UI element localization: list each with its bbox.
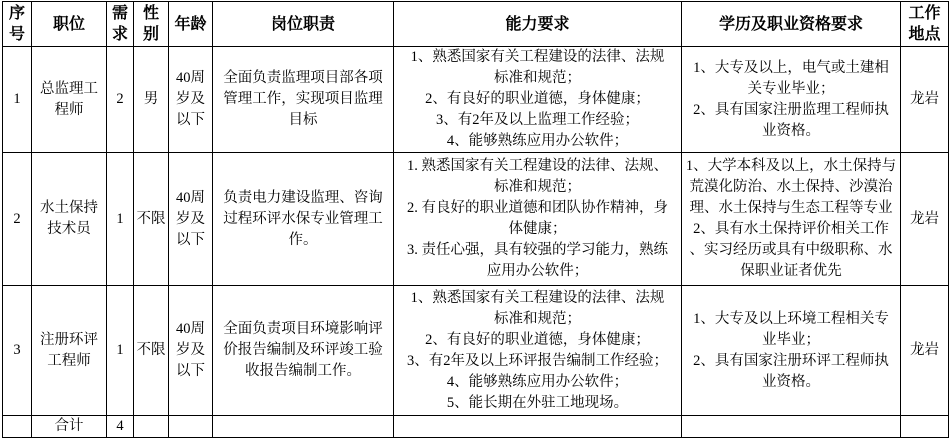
header-line: 地点 (908, 26, 941, 43)
duties-line: 全面负责监理项目部各项 (223, 70, 383, 86)
cell-position (32, 286, 107, 416)
age-line: 以下 (176, 231, 205, 248)
abilities-line: 3、有2年及以上环评报告编制工作经验； (407, 352, 668, 369)
cell-demand: 1 (107, 286, 134, 416)
cell-position (32, 47, 107, 153)
empty-cell (394, 416, 682, 438)
abilities-line: 5、能长期在外驻工地现场。 (446, 394, 629, 411)
qualifications-line: 业资格。 (762, 122, 820, 139)
qualifications-line: 关专业毕业； (747, 80, 835, 97)
position-line: 工程师 (47, 352, 91, 369)
qualifications-line: 保职业证者优先 (740, 263, 842, 279)
cell-abilities (394, 47, 682, 153)
header-qualifications (682, 2, 901, 47)
qualifications-line: 2、具有水土保持评价相关工作 (693, 221, 889, 237)
cell-duties (213, 286, 394, 416)
abilities-line: 4、能够熟练应用办公软件； (446, 373, 629, 390)
header-line: 别 (142, 26, 159, 43)
cell-qualifications (682, 47, 901, 153)
header-line: 能力要求 (505, 15, 570, 33)
duties-line: 目标 (288, 112, 318, 128)
qualifications-line: 1、大学本科及以上，水土保持与 (685, 158, 897, 174)
header-line: 工作 (908, 5, 941, 22)
cell-abilities (394, 153, 682, 286)
header-abilities (394, 2, 682, 47)
age-line: 40周 (176, 321, 205, 337)
cell-index: 2 (3, 153, 32, 286)
cell-location: 龙岩 (901, 47, 949, 153)
abilities-line: 2、有良好的职业道德，身体健康； (425, 91, 650, 107)
total-row (3, 416, 949, 438)
age-line: 岁及 (176, 91, 205, 107)
header-duties (213, 2, 394, 47)
cell-age (169, 47, 213, 153)
duties-line: 收报告编制工作。 (245, 363, 361, 379)
position-line: 注册环评 (40, 331, 98, 348)
header-index (3, 2, 32, 47)
empty-cell (3, 416, 32, 438)
empty-cell (169, 416, 213, 438)
header-line: 学历及职业资格要求 (718, 15, 863, 33)
empty-cell (682, 416, 901, 438)
abilities-line: 标准和规范； (494, 179, 581, 195)
qualifications-line: 2、具有国家注册监理工程师执 (693, 101, 889, 118)
position-line: 技术员 (47, 221, 91, 237)
abilities-line: 标准和规范； (494, 310, 581, 327)
cell-location: 龙岩 (901, 153, 949, 286)
header-gender (134, 2, 169, 47)
age-line: 岁及 (176, 342, 205, 358)
empty-cell (213, 416, 394, 438)
qualifications-line: 业资格。 (762, 373, 820, 390)
cell-position (32, 153, 107, 286)
age-line: 以下 (176, 363, 205, 379)
abilities-line: 2、有良好的职业道德，身体健康； (425, 331, 650, 348)
cell-age (169, 153, 213, 286)
empty-cell (134, 416, 169, 438)
abilities-line: 1、熟悉国家有关工程建设的法律、法规 (410, 49, 665, 65)
cell-qualifications (682, 153, 901, 286)
header-line: 序 (8, 5, 25, 22)
total-demand: 4 (107, 416, 134, 438)
table-row (3, 153, 949, 286)
header-location (901, 2, 949, 47)
header-line: 岗位职责 (270, 15, 335, 33)
header-line: 性 (142, 5, 159, 22)
cell-index: 1 (3, 47, 32, 153)
cell-duties (213, 153, 394, 286)
age-line: 岁及 (176, 210, 205, 227)
duties-line: 全面负责项目环境影响评 (223, 321, 383, 337)
duties-line: 过程环评水保专业管理工 (223, 210, 383, 227)
qualifications-line: 理、水土保持与生态工程等专业 (689, 200, 893, 216)
header-demand (107, 2, 134, 47)
duties-line: 作。 (288, 231, 318, 248)
cell-qualifications (682, 286, 901, 416)
abilities-line: 3. 责任心强，具有较强的学习能力，熟练 (407, 242, 668, 258)
position-line: 总监理工 (40, 80, 98, 97)
duties-line: 负责电力建设监理、咨询 (223, 189, 383, 206)
qualifications-line: 荒漠化防治、水土保持、沙漠治 (689, 179, 893, 195)
abilities-line: 体健康； (508, 221, 567, 237)
abilities-line: 2. 有良好的职业道德和团队协作精神，身 (407, 200, 668, 216)
qualifications-line: 业毕业； (762, 331, 820, 348)
duties-line: 管理工作，实现项目监理 (223, 91, 383, 107)
cell-duties (213, 47, 394, 153)
age-line: 40周 (176, 70, 205, 86)
cell-demand: 1 (107, 153, 134, 286)
qualifications-line: 1、大专及以上，电气或土建相 (693, 59, 889, 76)
header-line: 求 (111, 26, 128, 43)
duties-line: 价报告编制及环评竣工验 (223, 342, 383, 358)
abilities-line: 应用办公软件； (486, 263, 589, 279)
abilities-line: 4、能够熟练应用办公软件； (446, 133, 629, 149)
position-line: 水土保持 (40, 200, 98, 216)
abilities-line: 3、有2年及以上监理工作经验； (436, 112, 639, 128)
header-line: 需 (111, 5, 128, 22)
header-line: 年龄 (174, 15, 207, 33)
cell-demand: 2 (107, 47, 134, 153)
cell-index: 3 (3, 286, 32, 416)
age-line: 40周 (176, 189, 205, 206)
empty-cell (901, 416, 949, 438)
cell-location: 龙岩 (901, 286, 949, 416)
header-line: 职位 (52, 15, 85, 33)
cell-gender: 不限 (134, 286, 169, 416)
abilities-line: 1. 熟悉国家有关工程建设的法律、法规、 (407, 158, 668, 174)
cell-age (169, 286, 213, 416)
position-line: 程师 (54, 101, 84, 118)
header-age (169, 2, 213, 47)
cell-abilities (394, 286, 682, 416)
table-row (3, 47, 949, 153)
abilities-line: 标准和规范； (494, 70, 581, 86)
header-line: 号 (8, 26, 25, 43)
cell-gender: 男 (134, 47, 169, 153)
age-line: 以下 (176, 112, 205, 128)
total-label: 合计 (32, 416, 107, 438)
qualifications-line: 2、具有国家注册环评工程师执 (693, 352, 889, 369)
table-row (3, 286, 949, 416)
header-row (3, 2, 949, 47)
abilities-line: 1、熟悉国家有关工程建设的法律、法规 (410, 289, 665, 306)
qualifications-line: 、实习经历或具有中级职称、水 (689, 242, 893, 258)
cell-gender: 不限 (134, 153, 169, 286)
recruitment-table (2, 1, 949, 438)
header-position (32, 2, 107, 47)
qualifications-line: 1、大专及以上环境工程相关专 (693, 310, 889, 327)
